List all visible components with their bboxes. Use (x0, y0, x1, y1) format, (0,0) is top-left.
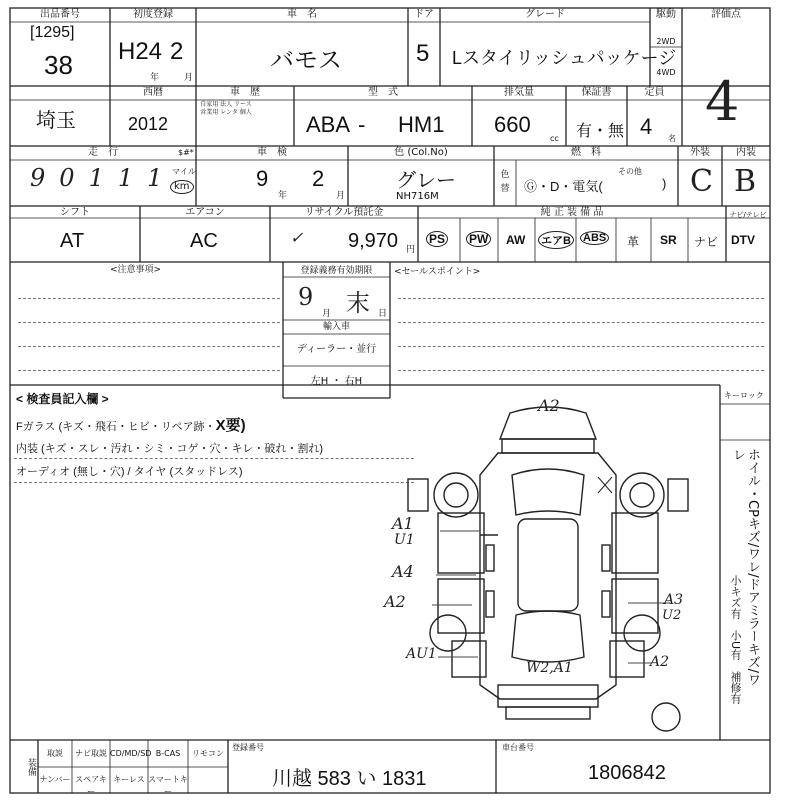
sales-line (398, 322, 764, 323)
label-mileage: 走 行 (88, 147, 118, 158)
recycle-check: ✓ (290, 228, 304, 247)
footer-cd-md-sd: CD/MD/SD (110, 749, 152, 758)
sales-line (398, 298, 764, 299)
color-change: 色替 (500, 170, 510, 194)
label-lot: 出品番号 (40, 9, 80, 20)
region: 埼玉 (36, 110, 76, 132)
registration-month: 9 (298, 283, 314, 311)
fglass-mark: X要) (215, 417, 246, 434)
label-warranty: 保証書 (581, 87, 612, 98)
capacity-unit: 名 (668, 134, 676, 143)
inspection-line (14, 482, 414, 483)
equip-aw: AW (506, 233, 526, 247)
mark-right-2: A2 (650, 654, 670, 670)
footer-keyless: キーレス (113, 775, 145, 784)
label-shaken: 車 検 (257, 147, 287, 158)
equip-pw (466, 231, 491, 247)
displacement-value: 660 (494, 112, 531, 137)
inspection-line (14, 458, 414, 459)
warranty-value: 有・無 (576, 123, 625, 140)
cc-unit: cc (550, 134, 559, 143)
footer-frame: 1806842 (588, 762, 666, 784)
recycle-unit: 円 (406, 245, 416, 255)
lot-bracket: [1295] (30, 24, 75, 41)
car-name: バモス (270, 47, 342, 74)
notes-line (18, 370, 280, 371)
equip-leather: 革 (627, 235, 640, 249)
mark-left-1: A1 (392, 514, 414, 533)
side-note-damage: ホイル・CPキズ/ワレ/ドアミラーキズ/ワレ (730, 448, 760, 687)
shaken-month-unit: 月 (336, 191, 346, 201)
label-exterior: 外装 (690, 147, 710, 158)
label-first-reg: 初度登録 (133, 9, 173, 20)
equip-abs (580, 231, 609, 245)
mark-left-3: A2 (384, 592, 406, 611)
label-recycle: リサイクル預託金 (304, 207, 384, 218)
sales-label: <セールスポイント> (394, 267, 481, 277)
equip-airbag (538, 231, 574, 249)
year-ad: 2012 (128, 114, 169, 134)
label-displacement: 排気量 (504, 87, 534, 98)
footer-bcas: B-CAS (155, 749, 181, 758)
label-model: 型 式 (368, 87, 398, 98)
footer-spare-key: スペアキー (75, 775, 107, 796)
car-damage-diagram (380, 395, 710, 735)
color-value: グレー (396, 170, 456, 192)
registration-day-unit: 日 (378, 309, 388, 319)
color-no: NH716M (396, 191, 439, 202)
mileage-digit: 0 (59, 164, 89, 192)
first-reg-month: 2 (170, 38, 184, 65)
label-score: 評価点 (711, 9, 741, 20)
exterior-grade: C (690, 164, 713, 199)
mileage-digit: 1 (117, 164, 148, 192)
capacity-value: 4 (640, 114, 653, 139)
footer-navi-manual: ナビ取説 (75, 749, 107, 758)
notes-line (18, 346, 280, 347)
mark-top: A2 (538, 396, 560, 415)
drive-2wd: 2WD (656, 37, 676, 46)
label-shaken-type: 車 歴 (230, 87, 260, 98)
footer-manual: 取説 (47, 749, 63, 758)
sales-line (398, 370, 764, 371)
drive-4wd: 4WD (656, 68, 676, 77)
equip-pw-label: PW (466, 231, 491, 247)
inspection-title: < 検査員記入欄 > (16, 392, 109, 406)
model-code: HM1 (398, 112, 445, 137)
shaken-year-unit: 年 (278, 191, 288, 201)
registration-month-unit: 月 (322, 309, 332, 319)
label-grade: グレード (525, 9, 565, 20)
mileage-digit: 1 (88, 164, 118, 192)
interior-grade: B (734, 164, 757, 199)
label-car-name: 車 名 (287, 9, 317, 20)
inspection-fglass (16, 414, 246, 435)
footer-number: ナンバー (39, 775, 71, 784)
label-fuel: 燃 料 (571, 147, 601, 158)
score-value: 4 (705, 70, 740, 133)
mark-left-4: AU1 (406, 646, 437, 662)
mark-bottom: W2,A1 (526, 660, 573, 676)
shaken-year: 9 (256, 166, 269, 191)
notes-line (18, 322, 280, 323)
label-color: 色 (Col.No) (394, 147, 448, 158)
grade-value: Lスタイリッシュパッケージ (452, 48, 677, 68)
fuel-other: その他 (618, 167, 642, 176)
equip-ps-label: PS (426, 231, 448, 247)
mark-left-2: A4 (392, 562, 414, 581)
mark-right-1: A3 (664, 592, 684, 608)
mileage-value (30, 164, 176, 192)
notes-line (18, 298, 280, 299)
month-unit: 月 (184, 73, 194, 83)
year-unit: 年 (150, 73, 160, 83)
equip-dtv: DTV (731, 233, 755, 247)
label-doors: ドア (414, 9, 434, 20)
steering-value: 左H ・ 右H (310, 376, 363, 387)
label-aircon: エアコン (185, 207, 225, 218)
import-value: ディーラー・並行 (296, 344, 377, 355)
label-dollar: $#* (178, 148, 194, 157)
label-drive: 駆動 (656, 9, 676, 20)
registration-label: 登録義務有効期限 (300, 266, 373, 276)
mark-right-1b: U2 (662, 608, 682, 623)
label-capacity: 定員 (644, 87, 665, 98)
footer-remote: リモコン (192, 749, 224, 758)
model-dash: - (358, 112, 366, 137)
label-seireki: 西暦 (143, 87, 163, 98)
label-equipment: 純 正 装 備 品 (540, 207, 604, 218)
era-year: H24 (118, 38, 163, 65)
recycle-amount: 9,970 (348, 230, 399, 252)
equip-ps (426, 231, 448, 247)
fuel-options: Ⓖ・D・電気( (524, 179, 603, 194)
footer-equip-label: 装備 (26, 758, 36, 776)
lot-number: 38 (44, 50, 73, 80)
label-shaken-sub: 自家用 法人 リース 営業用 レンタ 個人 (200, 101, 252, 116)
notes-label: <注意事項> (110, 265, 162, 275)
equip-navi: ナビ (694, 235, 719, 249)
label-shift: シフト (60, 207, 90, 218)
km-circled: km (170, 180, 194, 194)
shift-value: AT (60, 230, 85, 252)
footer-plate-label: 登録番号 (232, 743, 264, 752)
equip-abs-label: ABS (580, 231, 609, 245)
mark-left-1b: U1 (394, 532, 415, 548)
label-navi-tv: ナビ/テレビ (729, 211, 767, 219)
registration-day: 末 (346, 289, 370, 317)
key-lock-label: キーロック (724, 391, 764, 400)
side-note-repair: 小キズ有 小U有 補修有 (729, 575, 742, 705)
inspection-audio: オーディオ (無し・穴) / タイヤ (スタッドレス) (16, 466, 243, 478)
footer-plate: 川越 583 い 1831 (272, 768, 427, 790)
shaken-month: 2 (312, 166, 325, 191)
sales-line (398, 346, 764, 347)
mileage-digit: 1 (147, 164, 177, 192)
import-label: 輸入車 (322, 322, 350, 332)
label-interior: 内装 (736, 147, 756, 158)
doors-value: 5 (416, 40, 430, 67)
mileage-digit: 9 (30, 164, 60, 192)
footer-frame-label: 車台番号 (502, 743, 534, 752)
fuel-close: ) (662, 176, 667, 191)
equip-airbag-label: エアB (538, 231, 574, 249)
inspection-fglass-text: Fガラス (キズ・飛石・ヒビ・リペア跡・ (16, 421, 216, 433)
inspection-interior: 内装 (キズ・スレ・汚れ・シミ・コゲ・穴・キレ・破れ・割れ) (16, 443, 324, 455)
footer-smart-key: スマートキー (148, 775, 188, 796)
aircon-value: AC (190, 230, 218, 252)
equip-sr: SR (660, 233, 677, 247)
miles-label: マイル (172, 167, 196, 176)
model-prefix: ABA (306, 112, 351, 137)
